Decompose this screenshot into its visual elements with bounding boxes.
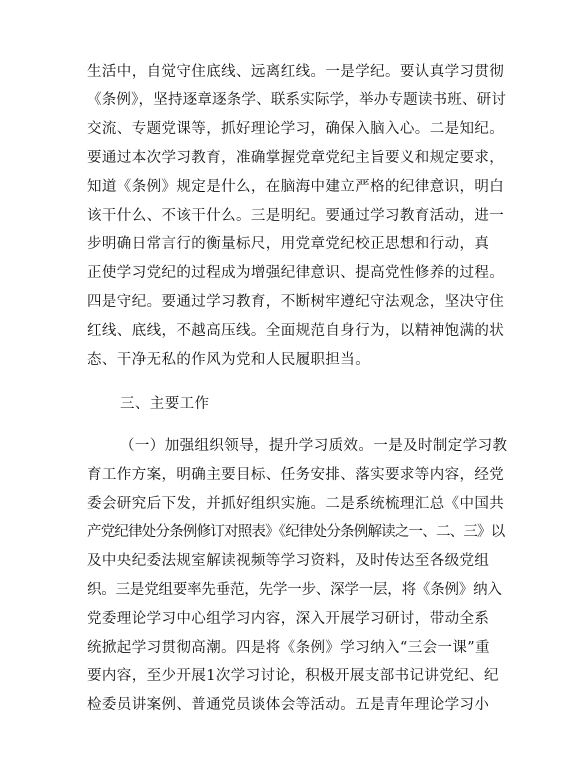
body-text-line: 步明确日常言行的衡量标尺，用党章党纪校正思想和行动，真 [87, 236, 490, 252]
body-text-line: 产党纪律处分条例修订对照表》《纪律处分条例解读之一、二、三》以 [87, 524, 505, 540]
body-text-line: 要内容，至少开展1次学习讨论，积极开展支部书记讲党纪、纪 [87, 668, 499, 684]
body-text-line: 态、干净无私的作风为党和人民履职担当。 [87, 352, 371, 368]
subsection-lead-line: （一）加强组织领导，提升学习质效。一是及时制定学习教 [120, 438, 508, 454]
body-text-line: 红线、底线，不越高压线。全面规范自身行为，以精神饱满的状 [87, 323, 505, 339]
body-text-line: 织。三是党组要率先垂范，先学一步、深学一层，将《条例》纳入 [87, 582, 502, 598]
section-heading: 三、主要工作 [120, 396, 210, 412]
body-text-line: 检委员讲案例、普通党员谈体会等活动。五是青年理论学习小 [87, 697, 490, 713]
body-text-line: 知道《条例》规定是什么，在脑海中建立严格的纪律意识，明白 [87, 179, 505, 195]
body-text-line: 该干什么、不该干什么。三是明纪。要通过学习教育活动，进一 [87, 208, 505, 224]
body-text-line: 《条例》，坚持逐章逐条学、联系实际学，举办专题读书班、研讨 [87, 92, 507, 108]
body-text-line: 党委理论学习中心组学习内容，深入开展学习研讨，带动全系 [87, 611, 490, 627]
body-text-line: 育工作方案，明确主要目标、任务安排、落实要求等内容，经党 [87, 467, 505, 483]
body-text-line: 生活中，自觉守住底线、远离红线。一是学纪。要认真学习贯彻 [87, 64, 505, 80]
body-text-line: 要通过本次学习教育，准确掌握党章党纪主旨要义和规定要求， [87, 150, 505, 166]
body-text-line: 交流、专题党课等，抓好理论学习，确保入脑入心。二是知纪。 [87, 121, 505, 137]
body-text-line: 及中央纪委法规室解读视频等学习资料，及时传达至各级党组 [87, 553, 490, 569]
body-text-line: 正使学习党纪的过程成为增强纪律意识、提高党性修养的过程。 [87, 265, 505, 281]
body-text-line: 委会研究后下发，并抓好组织实施。二是系统梳理汇总《中国共 [87, 496, 505, 512]
body-text-line: 四是守纪。要通过学习教育，不断树牢遵纪守法观念，坚决守住 [87, 294, 505, 310]
body-text-line: 统掀起学习贯彻高潮。四是将《条例》学习纳入“三会一课”重 [87, 640, 491, 656]
